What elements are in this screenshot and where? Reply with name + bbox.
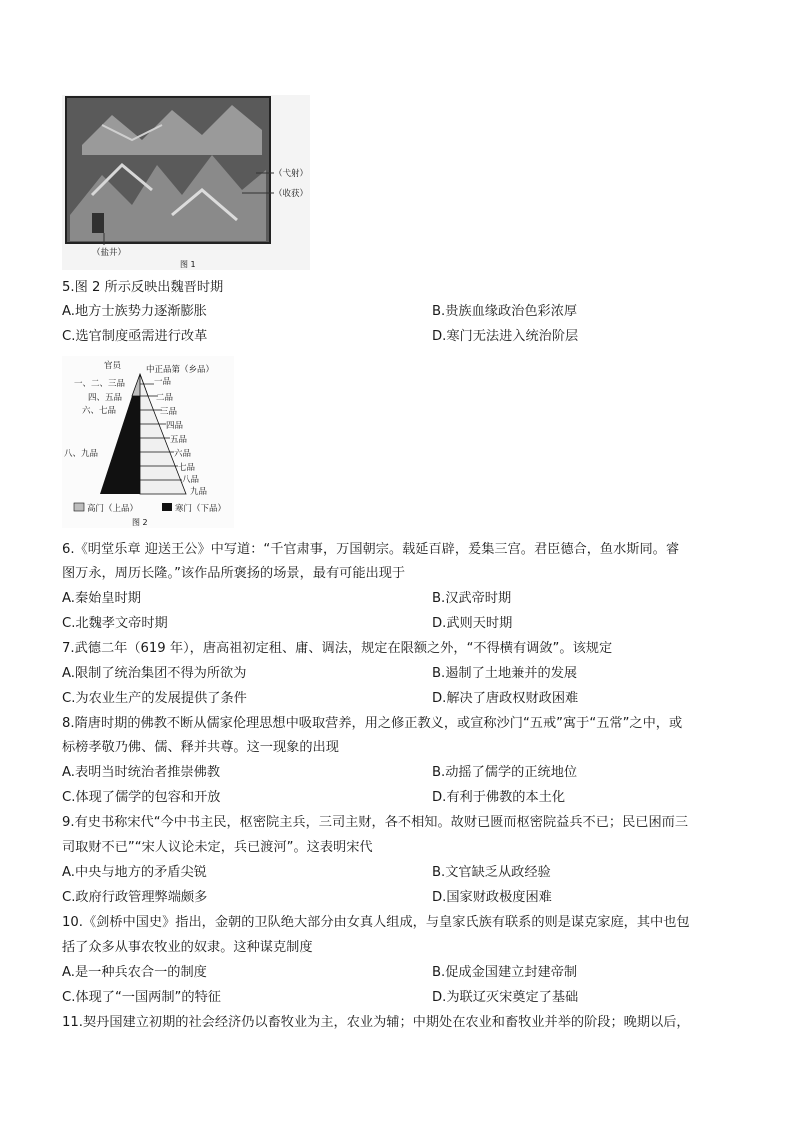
figure-2-left-label-4: 八、九品 [64,449,99,459]
figure-1-relief-image [62,95,310,270]
q8-option-d: D.有利于佛教的本土化 [432,790,566,805]
q8-option-a: A.表明当时统治者推崇佛教 [62,765,221,780]
q10-option-b: B.促成金国建立封建帝制 [432,965,578,980]
q6-stem-line-2: 图万永，周历长隆。”该作品所褒扬的场景，最有可能出现于 [62,566,406,581]
q7-row-1 [62,664,578,683]
q10-option-d: D.为联辽灭宋奠定了基础 [432,990,579,1005]
figure-2-rank-6: 六品 [174,449,192,459]
q6-stem-line-1: 6.《明堂乐章 迎送王公》中写道：“千官肃事，万国朝宗。载延百辟，爰集三宫。君臣德合，鱼水斯同。睿 [62,542,680,557]
q5-option-a: A.地方士族势力逐渐膨胀 [62,304,207,319]
q8-stem-line-1: 8.隋唐时期的佛教不断从儒家伦理思想中吸取营养，用之修正教义，或宣称沙门“五戒”寓于“五常”之中，或 [62,716,683,731]
figure-2-pyramid-diagram [62,356,234,528]
figure-2-rank-8: 八品 [182,475,200,485]
figure-2-left-label-2: 四、五品 [88,393,123,403]
figure-2-legend-high: 高门（上品） [87,504,139,514]
figure-1-label-salt-well: （盐井） [92,248,127,258]
figure-2-rank-2: 二品 [156,393,174,403]
q11-stem-line-1: 11.契丹国建立初期的社会经济仍以畜牧业为主，农业为辅；中期处在农业和畜牧业并举的阶段；晚期以后， [62,1015,690,1030]
figure-2-rank-3: 三品 [160,407,178,417]
q8-option-b: B.动摇了儒学的正统地位 [432,765,578,780]
q8-option-c: C.体现了儒学的包容和开放 [62,790,221,805]
figure-2-rank-9: 九品 [190,487,208,497]
figure-2-header-ranks: 中正品第（乡品） [146,365,215,375]
q7-option-a: A.限制了统治集团不得为所欲为 [62,666,247,681]
q7-option-d: D.解决了唐政权财政困难 [432,691,579,706]
q9-stem-line-1: 9.有史书称宋代“今中书主民，枢密院主兵，三司主财，各不相知。故财已匮而枢密院益兵不已；民已困而三 [62,815,689,830]
figure-2-caption: 图 2 [132,518,148,527]
figure-2-rank-7: 七品 [178,463,196,473]
figure-2-header-officials: 官员 [104,361,122,371]
figure-2-left-label-1: 一、二、三品 [74,379,126,389]
q5-stem: 5.图 2 所示反映出魏晋时期 [62,280,224,295]
figure-2-legend-low: 寒门（下品） [175,504,227,514]
q9-option-b: B.文官缺乏从政经验 [432,865,551,880]
q9-option-c: C.政府行政管理弊端颇多 [62,890,208,905]
q6-option-a: A.秦始皇时期 [62,591,141,606]
q6-option-c: C.北魏孝文帝时期 [62,616,168,631]
q9-stem-line-2: 司取财不已”“宋人议论未定，兵已渡河”。这表明宋代 [62,840,373,855]
figure-1-label-harvest: （收获） [274,189,309,199]
q7-option-b: B.遏制了土地兼并的发展 [432,666,578,681]
figure-2-rank-4: 四品 [166,421,184,431]
q9-row-1 [62,863,551,882]
q10-stem-line-2: 括了众多从事农牧业的奴隶。这种谋克制度 [62,940,313,955]
q5-row-2 [62,327,579,346]
q10-option-c: C.体现了“一国两制”的特征 [62,990,221,1005]
q9-option-a: A.中央与地方的矛盾尖锐 [62,865,207,880]
q10-option-a: A.是一种兵农合一的制度 [62,965,207,980]
q8-stem-line-2: 标榜孝敬乃佛、儒、释并共尊。这一现象的出现 [62,740,339,755]
q7-stem: 7.武德二年（619 年），唐高祖初定租、庸、调法，规定在限额之外，“不得横有调敛”。该规定 [62,641,613,656]
q5-option-b: B.贵族血缘政治色彩浓厚 [432,304,578,319]
figure-2-left-label-3: 六、七品 [82,406,117,416]
q10-row-2 [62,988,579,1007]
q6-row-1 [62,589,512,608]
q10-row-1 [62,963,578,982]
q8-row-2 [62,788,566,807]
q10-stem-line-1: 10.《剑桥中国史》指出，金朝的卫队绝大部分由女真人组成，与皇家氏族有联系的则是谋克家庭，其中也包 [62,915,690,930]
figure-1-caption: 图 1 [180,260,196,269]
q7-row-2 [62,689,579,708]
q7-option-c: C.为农业生产的发展提供了条件 [62,691,247,706]
q5-option-c: C.选官制度亟需进行改革 [62,329,208,344]
q5-option-d: D.寒门无法进入统治阶层 [432,329,579,344]
q6-row-2 [62,614,513,633]
figure-1-label-shooting: （弋射） [274,169,309,179]
q8-row-1 [62,763,578,782]
q9-row-2 [62,888,552,907]
q6-option-d: D.武则天时期 [432,616,513,631]
q9-option-d: D.国家财政极度困难 [432,890,552,905]
q6-option-b: B.汉武帝时期 [432,591,512,606]
figure-2-rank-1: 一品 [154,377,172,387]
q5-row-1 [62,302,578,321]
figure-2-rank-5: 五品 [170,435,188,445]
